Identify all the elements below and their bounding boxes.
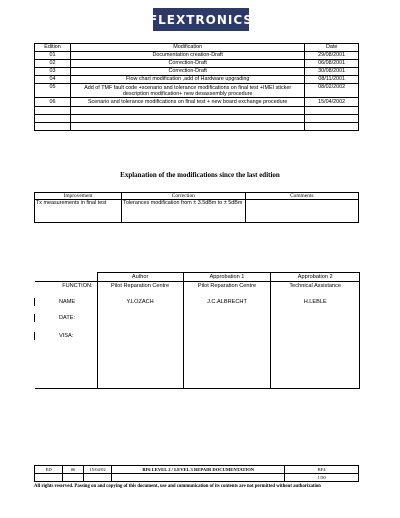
footer-row <box>35 466 359 474</box>
date-cell <box>305 114 359 122</box>
table-row <box>35 52 359 60</box>
date-cell: 08/11/2001 <box>305 76 359 84</box>
header-approbation-2: Approbation 2 <box>271 273 360 282</box>
approbation-2-visa <box>271 332 360 340</box>
header-comments: Comments <box>245 193 358 200</box>
modification-cell: Scenario and tolerance modifications on final test + new board exchange procedure <box>71 98 305 106</box>
table-row <box>35 122 359 130</box>
date-cell: 08/02/2002 <box>305 84 359 98</box>
correction-cell: Tolerances modification from ± 3.5dBm to ± 5dBm <box>122 200 245 223</box>
edition-cell: 03 <box>35 68 71 76</box>
footer-row <box>35 474 359 482</box>
approbation-1-visa <box>183 332 271 340</box>
visa-row <box>35 332 360 340</box>
modification-cell <box>71 114 305 122</box>
approbation-2-date <box>271 314 360 322</box>
date-cell: 29/08/2001 <box>305 52 359 60</box>
edition-cell: 01 <box>35 52 71 60</box>
approbation-1-name: J.C.ALBRECHT <box>183 298 271 306</box>
signature-space-row <box>35 340 360 389</box>
footer-table <box>34 465 359 482</box>
author-date <box>97 314 183 322</box>
modification-cell <box>71 122 305 130</box>
comments-cell <box>245 200 358 223</box>
edition-table-header <box>35 44 359 52</box>
spacer-row <box>35 322 360 332</box>
footer-ed-value: 06 <box>63 466 83 474</box>
flextronics-logo <box>148 8 254 31</box>
rights-notice: All rights reserved. Passing on and copying of this document, use and communication of its contents are not permitted without authorization <box>34 484 321 489</box>
table-row <box>35 68 359 76</box>
date-label: DATE: <box>35 314 98 322</box>
edition-cell: 02 <box>35 60 71 68</box>
date-cell <box>305 106 359 114</box>
footer-page: 1/50 <box>285 474 359 482</box>
modifications-table <box>34 192 359 223</box>
function-label: FUNCTION: <box>35 282 98 291</box>
function-row <box>35 282 360 291</box>
modifications-heading: Explanation of the modifications since the last edition <box>120 171 280 179</box>
approbation-2-function: Technical Assistance <box>271 282 360 291</box>
date-cell <box>305 122 359 130</box>
spacer-row <box>35 306 360 314</box>
table-row <box>35 76 359 84</box>
edition-cell <box>35 114 71 122</box>
date-cell: 15/04/2002 <box>305 98 359 106</box>
author-function: Pilot Reparation Centre <box>97 282 183 291</box>
modification-cell: Documentation creation-Draft <box>71 52 305 60</box>
table-row <box>35 84 359 98</box>
edition-cell <box>35 106 71 114</box>
approbation-2-name: H.LEBLE <box>271 298 360 306</box>
modification-cell: Flow chart modification ,add of Hardware upgrading <box>71 76 305 84</box>
modification-cell: Add of TMF fault code +scenario and tolerance modifications on final test +IMEI sticker description modification+ new desassembly procedure <box>71 84 305 98</box>
logo-text: FLEXTRONICS <box>148 12 254 27</box>
visa-label: VISA: <box>35 332 98 340</box>
modifications-table-header <box>35 193 359 200</box>
header-improvement: Improvement <box>35 193 122 200</box>
approbation-1-date <box>183 314 271 322</box>
edition-cell <box>35 122 71 130</box>
table-row <box>35 98 359 106</box>
footer-date: 15/04/02 <box>83 466 112 474</box>
edition-cell: 06 <box>35 98 71 106</box>
footer-blank <box>35 474 63 482</box>
author-name: Y.LOZACH <box>97 298 183 306</box>
table-row <box>35 106 359 114</box>
footer-title: BF6 LEVEL 2 / LEVEL 3 REPAIR DOCUMENTATION <box>112 466 285 474</box>
name-row <box>35 298 360 306</box>
edition-table <box>34 43 359 131</box>
modification-cell <box>71 106 305 114</box>
table-row <box>35 200 359 223</box>
footer-blank <box>112 474 285 482</box>
modification-cell: Correction-Draft <box>71 60 305 68</box>
header-edition: Edition <box>35 44 71 52</box>
spacer-row <box>35 290 360 298</box>
author-visa <box>97 332 183 340</box>
date-cell: 30/08/2001 <box>305 68 359 76</box>
header-date: Date <box>305 44 359 52</box>
footer-blank <box>83 474 112 482</box>
date-cell: 06/08/2001 <box>305 60 359 68</box>
date-row <box>35 314 360 322</box>
footer-code: BF4 <box>285 466 359 474</box>
header-correction: Correction <box>122 193 245 200</box>
approval-table <box>34 272 360 389</box>
approbation-1-function: Pilot Reparation Centre <box>183 282 271 291</box>
approval-table-header <box>35 273 360 282</box>
header-author: Author <box>97 273 183 282</box>
footer-ed-label: ED <box>35 466 63 474</box>
footer-blank <box>63 474 83 482</box>
header-modification: Modification <box>71 44 305 52</box>
modification-cell: Correction-Draft <box>71 68 305 76</box>
table-row <box>35 114 359 122</box>
improvement-cell: Tx measurements in final test <box>35 200 122 223</box>
name-label: NAME <box>35 298 98 306</box>
edition-cell: 05 <box>35 84 71 98</box>
table-row <box>35 60 359 68</box>
edition-cell: 04 <box>35 76 71 84</box>
approval-header-blank <box>35 273 98 282</box>
header-approbation-1: Approbation 1 <box>183 273 271 282</box>
